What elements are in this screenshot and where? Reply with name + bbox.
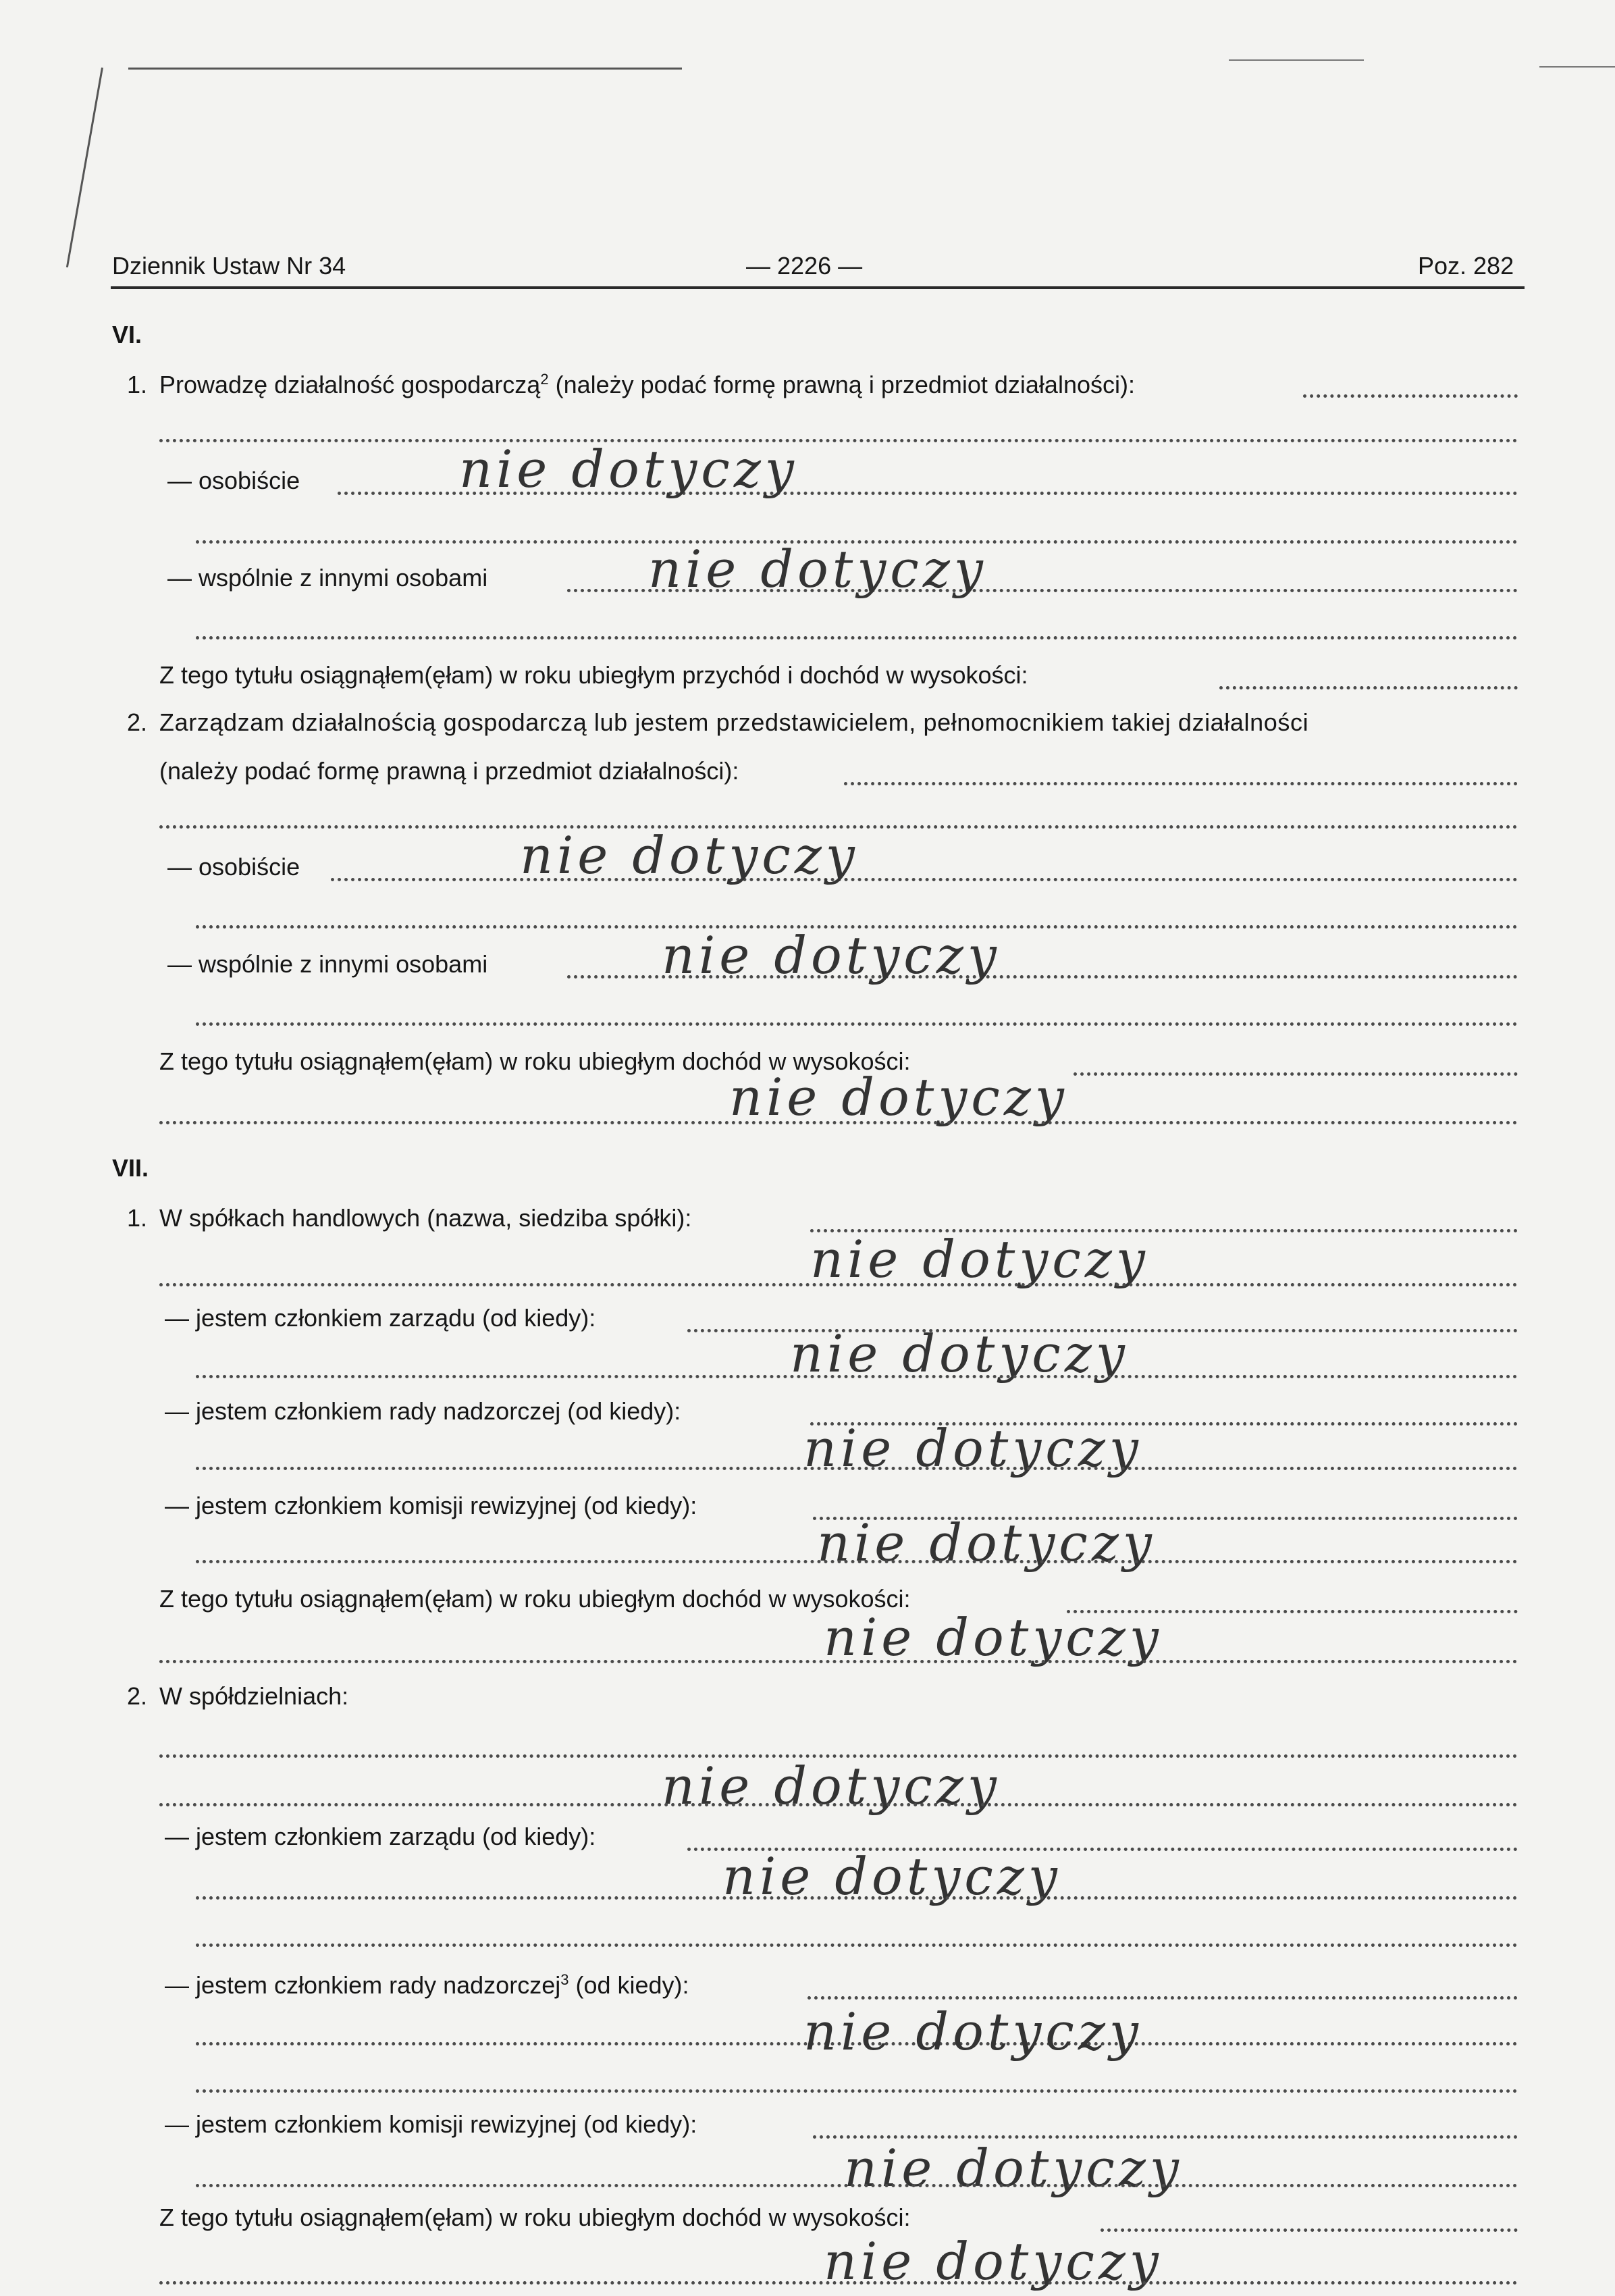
scan-edge-left bbox=[66, 68, 103, 267]
dotted-line bbox=[1219, 686, 1518, 689]
vii-2-number: 2. bbox=[127, 1682, 148, 1710]
handwritten-vii-1-supervisory: nie dotyczy bbox=[803, 1418, 1142, 1478]
scan-edge-top-far bbox=[1539, 66, 1615, 68]
vi-2-jointly-label: — wspólnie z innymi osobami bbox=[167, 950, 488, 978]
handwritten-vii-2-coops: nie dotyczy bbox=[662, 1756, 1001, 1816]
dotted-line bbox=[159, 1660, 1518, 1663]
handwritten-vii-1-audit: nie dotyczy bbox=[817, 1513, 1156, 1573]
dotted-line bbox=[196, 1375, 1518, 1378]
vi-1-personally-label: — osobiście bbox=[167, 467, 300, 494]
handwritten-vii-1-companies: nie dotyczy bbox=[810, 1229, 1149, 1289]
dotted-line bbox=[159, 1121, 1518, 1124]
handwritten-vii-2-supervisory: nie dotyczy bbox=[803, 2002, 1142, 2062]
dotted-line bbox=[1101, 2228, 1518, 2232]
dotted-line bbox=[196, 1560, 1518, 1563]
vii-1-text: W spółkach handlowych (nazwa, siedziba spółki): bbox=[159, 1204, 692, 1232]
vi-2-income-label: Z tego tytułu osiągnąłem(ęłam) w roku ubiegłym dochód w wysokości: bbox=[159, 1047, 911, 1075]
vi-1-jointly-label: — wspólnie z innymi osobami bbox=[167, 564, 488, 592]
vii-1-audit-label: — jestem członkiem komisji rewizyjnej (od kiedy): bbox=[165, 1492, 697, 1519]
header-position: Poz. 282 bbox=[1418, 252, 1514, 280]
dotted-line bbox=[844, 782, 1518, 785]
dotted-line bbox=[159, 1283, 1518, 1286]
dotted-line bbox=[159, 2281, 1518, 2285]
dotted-line bbox=[196, 636, 1518, 640]
handwritten-vii-1-income: nie dotyczy bbox=[824, 1607, 1163, 1667]
handwritten-vii-2-audit: nie dotyczy bbox=[844, 2138, 1183, 2198]
vii-1-income-label: Z tego tytułu osiągnąłem(ęłam) w roku ubiegłym dochód w wysokości: bbox=[159, 1585, 911, 1613]
handwritten-vii-2-board: nie dotyczy bbox=[722, 1846, 1061, 1906]
handwritten-vi-2-personally: nie dotyczy bbox=[520, 825, 859, 885]
vi-1-text-after: (należy podać formę prawną i przedmiot działalności): bbox=[548, 371, 1135, 398]
dotted-line bbox=[159, 1803, 1518, 1806]
dotted-line bbox=[1074, 1072, 1518, 1076]
vii-2-supervisory-after: (od kiedy): bbox=[568, 1971, 689, 1999]
scan-edge-top-right bbox=[1229, 59, 1364, 61]
footnote-2: 2 bbox=[540, 371, 549, 388]
dotted-line bbox=[196, 1022, 1518, 1026]
vii-1-supervisory-label: — jestem członkiem rady nadzorczej (od kiedy): bbox=[165, 1397, 681, 1425]
footnote-3: 3 bbox=[560, 1971, 569, 1988]
handwritten-vi-1-personally: nie dotyczy bbox=[459, 439, 798, 499]
vii-2-audit-label: — jestem członkiem komisji rewizyjnej (od kiedy): bbox=[165, 2110, 697, 2138]
handwritten-vi-2-income: nie dotyczy bbox=[729, 1067, 1068, 1127]
vii-1-board-label: — jestem członkiem zarządu (od kiedy): bbox=[165, 1304, 596, 1332]
dotted-line bbox=[196, 2184, 1518, 2187]
vi-2-text-line1: Zarządzam działalnością gospodarczą lub jestem przedstawicielem, pełnomocnikiem takiej działalności bbox=[159, 708, 1309, 736]
dotted-line bbox=[196, 1943, 1518, 1947]
vii-2-board-label: — jestem członkiem zarządu (od kiedy): bbox=[165, 1823, 596, 1850]
vi-2-number: 2. bbox=[127, 708, 148, 736]
scan-edge-top bbox=[128, 68, 682, 70]
dotted-line bbox=[196, 2089, 1518, 2093]
dotted-line bbox=[196, 1896, 1518, 1900]
dotted-line bbox=[196, 1467, 1518, 1470]
section-vi-numeral: VI. bbox=[112, 321, 142, 348]
vi-1-text-main: Prowadzę działalność gospodarczą bbox=[159, 371, 541, 398]
vii-2-text: W spółdzielniach: bbox=[159, 1682, 349, 1710]
vi-2-text-line2: (należy podać formę prawną i przedmiot działalności): bbox=[159, 757, 739, 785]
dotted-line bbox=[808, 1996, 1518, 2000]
dotted-line bbox=[331, 878, 1518, 881]
handwritten-vi-1-jointly: nie dotyczy bbox=[648, 539, 987, 599]
vi-1-text bbox=[159, 370, 1135, 400]
header-page-number: — 2226 — bbox=[746, 252, 863, 280]
section-vii-numeral: VII. bbox=[112, 1154, 149, 1182]
vi-1-number: 1. bbox=[127, 371, 148, 398]
dotted-line bbox=[159, 439, 1518, 442]
handwritten-vii-1-board: nie dotyczy bbox=[790, 1324, 1129, 1384]
vii-2-supervisory-text: — jestem członkiem rady nadzorczej bbox=[165, 1971, 561, 1999]
header-journal: Dziennik Ustaw Nr 34 bbox=[112, 252, 346, 280]
vi-1-income-label: Z tego tytułu osiągnąłem(ęłam) w roku ubiegłym przychód i dochód w wysokości: bbox=[159, 661, 1028, 689]
handwritten-vi-2-jointly: nie dotyczy bbox=[662, 925, 1001, 985]
header-rule bbox=[111, 286, 1525, 289]
handwritten-vii-2-income: nie dotyczy bbox=[824, 2231, 1163, 2291]
dotted-line bbox=[1303, 394, 1518, 398]
vii-2-income-label: Z tego tytułu osiągnąłem(ęłam) w roku ubiegłym dochód w wysokości: bbox=[159, 2203, 911, 2231]
vi-2-personally-label: — osobiście bbox=[167, 853, 300, 881]
vii-2-supervisory-label bbox=[165, 1971, 689, 2000]
vii-1-number: 1. bbox=[127, 1204, 148, 1232]
